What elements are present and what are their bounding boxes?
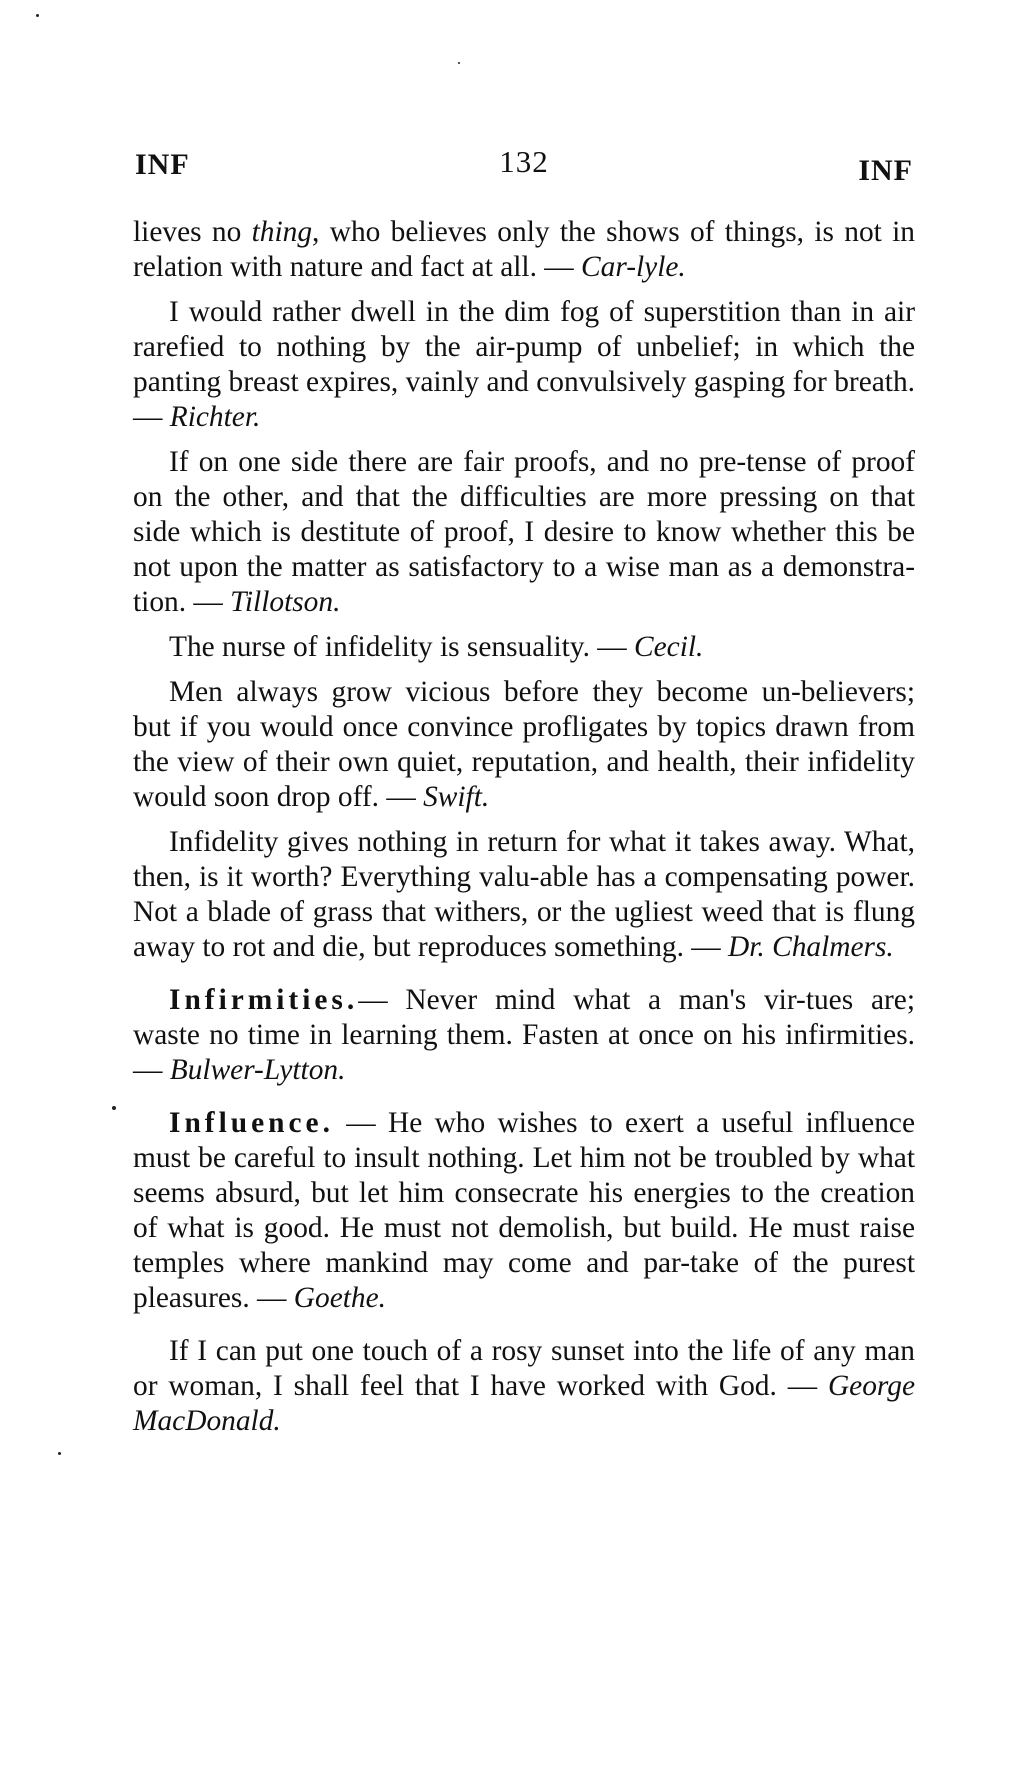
running-header — [135, 144, 913, 196]
quote-text: I would rather dwell in the dim fog of superstition than in air rarefied to nothing by the air-pump of unbelief; in which the panting breast expires, vainly and convulsively gasping for breath. — — [133, 296, 915, 433]
quote-author: Dr. Chalmers. — [728, 931, 894, 963]
quote-text: Infidelity gives nothing in return for what it takes away. What, then, is it worth? Everything valu-able has a compensating power. Not a blade of grass that withers, or the ugliest weed that is flung away to rot and die, but reproduces something. — — [133, 826, 915, 963]
topic-heading: Infirmities. — [169, 984, 359, 1016]
quote-text: If I can put one touch of a rosy sunset into the life of any man or woman, I shall feel that I have worked with God. — — [133, 1335, 915, 1402]
header-right-guideword: INF — [858, 154, 913, 187]
header-left-guideword: INF — [135, 148, 190, 181]
quote-author: Bulwer-Lytton. — [169, 1054, 346, 1086]
page-number: 132 — [499, 144, 549, 179]
quote-swift — [133, 675, 915, 815]
quote-carlyle — [133, 215, 915, 285]
quote-text: — Never mind what a man's vir-tues are; waste no time in learning them. Fasten at once on his infirmities. — — [133, 984, 915, 1086]
print-speck — [58, 1452, 61, 1455]
entry-infirmities — [133, 983, 915, 1088]
quote-author: George MacDonald. — [133, 1370, 915, 1437]
quote-author: Richter. — [169, 401, 261, 433]
quote-text: lieves no — [133, 216, 252, 248]
quote-cecil — [133, 630, 915, 665]
print-speck — [36, 14, 39, 17]
quote-text: The nurse of infidelity is sensuality. — — [169, 631, 634, 663]
emphasis: thing — [251, 216, 313, 248]
print-speck — [458, 62, 460, 64]
quote-author: Tillotson. — [230, 586, 341, 618]
quote-author: Car-lyle. — [581, 251, 686, 283]
quote-chalmers — [133, 825, 915, 965]
quote-macdonald — [133, 1334, 915, 1439]
page-body — [133, 215, 915, 1449]
quote-author: Goethe. — [293, 1282, 387, 1314]
quote-text: — He who wishes to exert a useful influence must be careful to insult nothing. Let him not be troubled by what seems absurd, but let him consecrate his energies to the creation of what is good. He must not demolish, but build. He must raise temples where mankind may come and par-take of the purest pleasures. — — [133, 1107, 915, 1314]
quote-richter — [133, 295, 915, 435]
quote-tillotson — [133, 445, 915, 620]
quote-text: Men always grow vicious before they become un-believers; but if you would once convince profligates by topics drawn from the view of their own quiet, reputation, and health, their infidelity would soon drop off. — — [133, 676, 915, 813]
print-speck — [112, 1106, 116, 1110]
quote-author: Cecil. — [634, 631, 704, 663]
topic-heading: Influence. — [169, 1107, 334, 1139]
entry-influence — [133, 1106, 915, 1316]
quote-text: If on one side there are fair proofs, and no pre-tense of proof on the other, and that the difficulties are more pressing on that side which is destitute of proof, I desire to know whether this be not upon the matter as satisfactory to a wise man as a demonstra-tion. — — [133, 446, 915, 618]
quote-author: Swift. — [423, 781, 490, 813]
quote-text: , who believes only the shows of things, is not in relation with nature and fact at all. — — [133, 216, 916, 283]
